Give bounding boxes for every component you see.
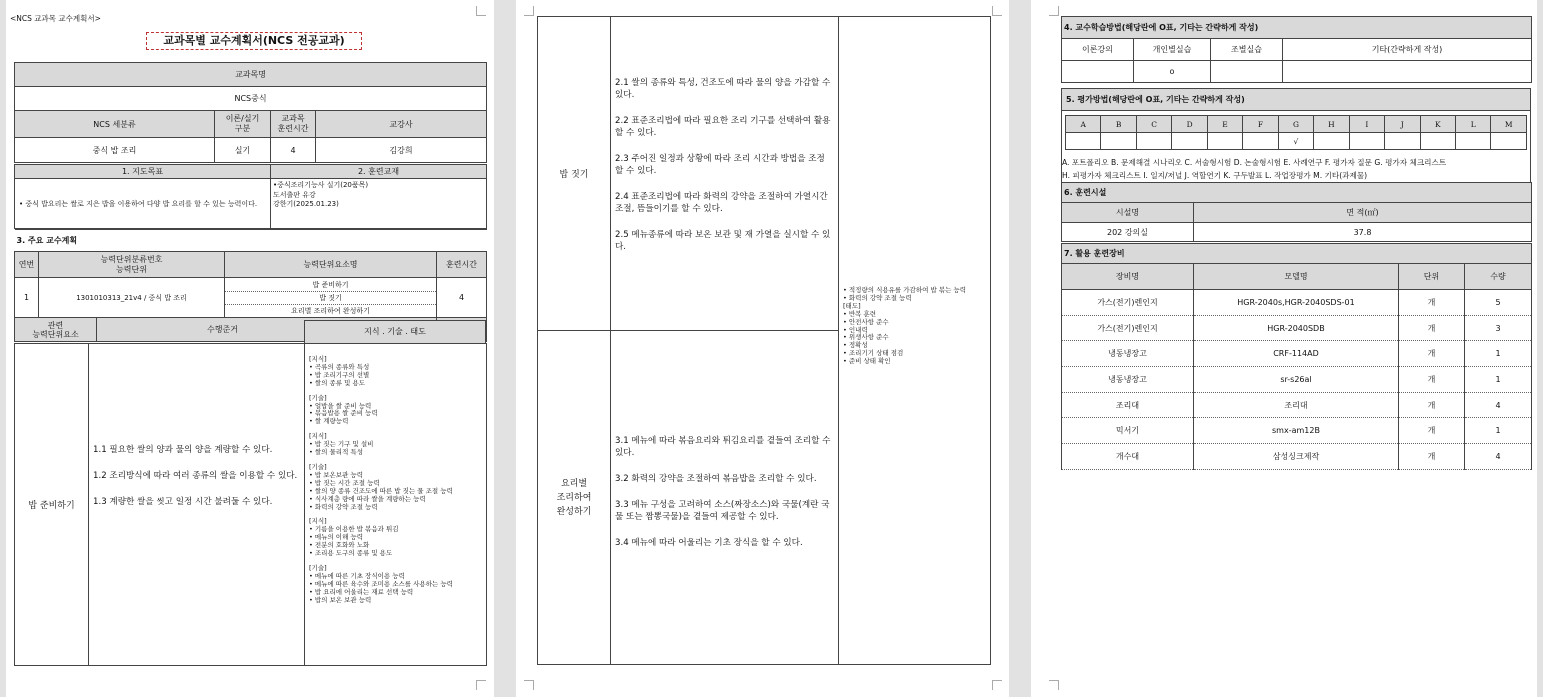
element-table-continued (537, 16, 991, 665)
equipment-cell: sr-s26al (1194, 367, 1399, 393)
document-page-2 (516, 0, 1009, 697)
plan-unit: 1301010313_21v4 / 중식 밥 조리 (39, 278, 225, 318)
evaluation-mark (1491, 133, 1527, 150)
plan-hours: 4 (437, 278, 487, 318)
equipment-cell: 냉동냉장고 (1062, 367, 1194, 393)
evaluation-letter: J (1385, 116, 1420, 133)
evaluation-letter: K (1420, 116, 1455, 133)
col-elements: 능력단위요소명 (225, 252, 437, 278)
criteria-item: 1.1 필요한 쌀의 양과 물의 양을 계량할 수 있다. (93, 445, 273, 455)
evaluation-letter: D (1172, 116, 1207, 133)
table-row (1062, 341, 1532, 367)
col-type: 이론/실기 구분 (215, 111, 271, 138)
criteria-item: 3.2 화력의 강약을 조절하여 볶음밥을 조리할 수 있다. (615, 474, 817, 484)
ksa-line: • 반복 훈련 (843, 309, 877, 318)
ksa-line: • 조리용 도구의 종류 및 용도 (309, 549, 393, 558)
col-instructor: 교강사 (316, 111, 487, 138)
ksa-line: • 적정량의 식용유를 가감하여 밥 볶는 능력 (843, 286, 966, 294)
ksa-line (309, 388, 483, 395)
evaluation-mark (1066, 133, 1101, 150)
element-name: 요리별 조리하여 완성하기 (538, 331, 611, 665)
equipment-cell: 가스(전기)렌인지 (1062, 290, 1194, 316)
instructor-value: 김강희 (316, 138, 487, 163)
equipment-cell: 1 (1465, 341, 1532, 367)
equipment-cell: 4 (1465, 444, 1532, 470)
equipment-cell: HGR-2040s,HGR-2040SDS-01 (1194, 290, 1399, 316)
plan-elements (225, 278, 437, 318)
evaluation-mark (1385, 133, 1420, 150)
criteria-list (89, 344, 305, 666)
ksa-line: • 메뉴에 따른 육수와 조미용 소스를 사용하는 능력 (309, 579, 453, 588)
ksa-line: • 정확성 (843, 341, 868, 350)
page-gutter (1009, 0, 1031, 697)
evaluation-legend (1062, 156, 1532, 182)
facility-header: 시설명 (1062, 203, 1194, 223)
evaluation-block (1061, 88, 1531, 184)
equipment-title: 7. 활용 훈련장비 (1062, 244, 1532, 264)
col-ksa: 지식 . 기술 . 태도 (304, 320, 486, 344)
ksa-line: • 밥의 보온 보관 능력 (309, 595, 372, 604)
equipment-cell: HGR-2040SDB (1194, 315, 1399, 341)
plan-element: 밥 짓기 (225, 292, 436, 305)
document-page-3 (1031, 0, 1537, 697)
subject-value: NCS중식 (15, 87, 487, 111)
evaluation-letter: E (1207, 116, 1242, 133)
equipment-cell: 가스(전기)렌인지 (1062, 315, 1194, 341)
goal-text: • 중식 밥요리는 쌀로 지은 밥을 이용하여 다양 밥 요리를 할 수 있는 능력이다. (15, 179, 271, 229)
textbook-lines (271, 179, 487, 229)
evaluation-mark (1349, 133, 1384, 150)
evaluation-letter: G (1278, 116, 1313, 133)
ksa-line: • 쌀의 물리적 특성 (309, 448, 363, 457)
criteria-item: 2.4 표준조리법에 따라 화력의 강약을 조절하여 가열시간 조절, 뜸들이기를 할 수 있다. (615, 192, 828, 214)
ksa-line: • 밥 보온보관 능력 (309, 470, 363, 479)
col-no: 연번 (15, 252, 39, 278)
criteria-item: 3.1 메뉴에 따라 볶음요리와 튀김요리를 곁들여 조리할 수 있다. (615, 436, 831, 458)
evaluation-letter: L (1455, 116, 1490, 133)
ksa-line: • 쌀의 종류 및 용도 (309, 378, 366, 387)
ksa-line: • 전분의 호화와 노화 (309, 541, 370, 550)
goal-table (14, 164, 487, 229)
page-gutter (1537, 0, 1543, 697)
evaluation-letter: C (1136, 116, 1171, 133)
equipment-cell: 4 (1465, 392, 1532, 418)
plan-no: 1 (15, 278, 39, 318)
ksa-line: • 화력의 강약 조절 능력 (843, 293, 912, 302)
header-note: <NCS 교과목 교수계획서> (10, 14, 101, 23)
ksa-line: [지식] (309, 355, 327, 363)
ksa-line: • 준비 상태 확인 (843, 357, 891, 366)
teaching-method-table (1061, 16, 1532, 83)
ksa-line (309, 457, 483, 464)
method-header: 이론강의 (1062, 39, 1134, 61)
evaluation-mark (1101, 133, 1136, 150)
ksa-line: • 쌀의 양 종류 건조도에 따른 밥 짓는 물 조절 능력 (309, 486, 453, 495)
criteria-item: 3.3 메뉴 구성을 고려하여 소스(짜장소스)와 국물(계란 국물 또는 짬뽕국물)을 곁들여 제공할 수 있다. (615, 500, 830, 522)
evaluation-letter: F (1243, 116, 1278, 133)
textbook-title: 2. 훈련교재 (271, 165, 487, 179)
ksa-line (309, 511, 483, 518)
criteria-list (611, 17, 839, 331)
ksa-line: • 인내력 (843, 325, 868, 334)
ksa-line: • 위생사항 준수 (843, 333, 889, 342)
ksa-line: • 기름을 이용한 밥 볶음과 튀김 (309, 525, 399, 534)
col-train-hours: 훈련시간 (437, 252, 487, 278)
textbook-line: 강한기(2025.01.23) (273, 200, 339, 208)
equipment-cell: 개 (1399, 418, 1465, 444)
element-name: 밥 준비하기 (15, 344, 89, 666)
hours-value: 4 (271, 138, 316, 163)
equipment-cell: 1 (1465, 367, 1532, 393)
evaluation-letter: H (1314, 116, 1349, 133)
ksa-line: • 볶음밥용 쌀 준비 능력 (309, 409, 378, 418)
equipment-cell: 삼성싱크제작 (1194, 444, 1399, 470)
facility-title: 6. 훈련시설 (1062, 183, 1532, 203)
method-value: o (1134, 61, 1211, 83)
evaluation-letter: B (1101, 116, 1136, 133)
ksa-list (839, 17, 991, 665)
col-classification: NCS 세분류 (15, 111, 215, 138)
evaluation-mark (1314, 133, 1349, 150)
table-row (1062, 418, 1532, 444)
plan-title: 3. 주요 교수계획 (15, 230, 487, 252)
ksa-line: • 얼밥을 쌀 준비 능력 (309, 401, 372, 410)
ksa-line: • 밥 조리기구의 선별 (309, 370, 370, 379)
equipment-cell: 개수대 (1062, 444, 1194, 470)
document-page-1 (6, 0, 494, 697)
ksa-line: • 밥 짓는 기구 및 설비 (309, 440, 374, 449)
col-hours: 교과목 훈련시간 (271, 111, 316, 138)
page-title: 교과목별 교수계획서(NCS 전공교과) (146, 32, 362, 50)
col-criteria: 수행준거 (97, 318, 437, 342)
criteria-item: 1.2 조리방식에 따라 여러 종류의 쌀을 이용할 수 있다. (93, 471, 298, 481)
equipment-cell: 조리대 (1062, 392, 1194, 418)
table-row (1062, 444, 1532, 470)
subject-table (14, 62, 487, 163)
textbook-line: 도서출판 유강 (273, 190, 316, 199)
ksa-line: [지식] (309, 432, 327, 441)
facility-header: 면 적(㎡) (1194, 203, 1532, 223)
equipment-cell: 개 (1399, 341, 1465, 367)
ksa-line: • 조리기기 상태 점검 (843, 349, 904, 358)
col-unit-code: 능력단위분류번호 능력단위 (39, 252, 225, 278)
evaluation-mark (1455, 133, 1490, 150)
equipment-header: 단위 (1399, 264, 1465, 290)
criteria-item: 1.3 계량한 쌀을 씻고 일정 시간 불려둘 수 있다. (93, 497, 273, 507)
ksa-line: • 밥 요리에 어울리는 재료 선택 능력 (309, 587, 414, 596)
method-value (1062, 61, 1134, 83)
ksa-line: • 곡류의 종류와 특성 (309, 362, 370, 371)
ksa-line: • 쌀 계량능력 (309, 417, 349, 426)
textbook-line: •중식조리기능사 실기(20품목) (273, 181, 369, 189)
criteria-item: 2.3 주어진 일정과 상황에 따라 조리 시간과 방법을 조정할 수 있다. (615, 154, 825, 176)
criteria-item: 2.1 쌀의 종류와 특성, 건조도에 따라 물의 양을 가감할 수 있다. (615, 78, 831, 100)
evaluation-mark (1172, 133, 1207, 150)
type-value: 실기 (215, 138, 271, 163)
ksa-line: • 식사계층 량에 따라 쌀을 계량하는 능력 (309, 494, 426, 503)
element-name: 밥 짓기 (538, 17, 611, 331)
goal-title: 1. 지도목표 (15, 165, 271, 179)
method-value (1211, 61, 1283, 83)
table-row (1062, 290, 1532, 316)
teaching-method-title: 4. 교수학습방법(해당란에 O표, 기타는 간략하게 작성) (1062, 17, 1532, 39)
ksa-line: [기술] (309, 393, 327, 402)
table-row (1062, 315, 1532, 341)
evaluation-letter: I (1349, 116, 1384, 133)
method-header: 조별실습 (1211, 39, 1283, 61)
ksa-list (305, 344, 487, 666)
equipment-cell: 개 (1399, 392, 1465, 418)
evaluation-title: 5. 평가방법(해당란에 O표, 기타는 간략하게 작성) (1062, 89, 1530, 111)
ksa-line: • 메뉴에 따른 기초 장식이용 능력 (309, 571, 405, 580)
equipment-cell: 개 (1399, 315, 1465, 341)
plan-element: 밥 준비하기 (225, 279, 436, 292)
evaluation-mark (1136, 133, 1171, 150)
equipment-cell: 개 (1399, 290, 1465, 316)
ksa-line: [기술] (309, 462, 327, 471)
legend-line: A. 포트폴리오 B. 문제해결 시나리오 C. 서술형시험 D. 논술형시험 E. 사례연구 F. 평가자 질문 G. 평가자 체크리스트 (1062, 158, 1447, 167)
evaluation-grid (1065, 115, 1527, 150)
facility-table (1061, 182, 1532, 242)
equipment-cell: 냉동냉장고 (1062, 341, 1194, 367)
criteria-item: 2.2 표준조리법에 따라 필요한 조리 기구를 선택하여 활용할 수 있다. (615, 116, 831, 138)
evaluation-letter: M (1491, 116, 1527, 133)
equipment-cell: 개 (1399, 444, 1465, 470)
equipment-cell: CRF-114AD (1194, 341, 1399, 367)
equipment-header: 수량 (1465, 264, 1532, 290)
ksa-line: • 화력의 강약 조절 능력 (309, 502, 378, 511)
facility-area: 37.8 (1194, 223, 1532, 242)
equipment-cell: 1 (1465, 418, 1532, 444)
criteria-item: 2.5 메뉴종류에 따라 보온 보관 및 재 가열을 실시할 수 있다. (615, 230, 831, 252)
equipment-header: 장비명 (1062, 264, 1194, 290)
equipment-table (1061, 243, 1532, 470)
equipment-header: 모델명 (1194, 264, 1399, 290)
plan-element: 요리별 조리하여 완성하기 (291, 306, 370, 315)
equipment-cell: smx-am12B (1194, 418, 1399, 444)
equipment-cell: 개 (1399, 367, 1465, 393)
col-related: 관련 능력단위요소 (15, 318, 97, 342)
criteria-list (611, 331, 839, 665)
criteria-item: 3.4 메뉴에 따라 어울리는 기초 장식을 할 수 있다. (615, 538, 803, 548)
element1-table (14, 343, 487, 666)
evaluation-letter: A (1066, 116, 1101, 133)
equipment-cell: 5 (1465, 290, 1532, 316)
method-header: 기타(간략하게 작성) (1283, 39, 1532, 61)
table-row (1062, 367, 1532, 393)
equipment-cell: 3 (1465, 315, 1532, 341)
evaluation-mark (1243, 133, 1278, 150)
ksa-line: • 메뉴의 이해 능력 (309, 533, 363, 542)
legend-line: H. 피평가자 체크리스트 I. 일지/저널 J. 역할연기 K. 구두발표 L. 작업장평가 M. 기타(과제물) (1062, 171, 1368, 180)
method-header: 개인별실습 (1134, 39, 1211, 61)
table-row (1062, 392, 1532, 418)
equipment-cell: 믹서기 (1062, 418, 1194, 444)
ksa-line: • 안전사항 준수 (843, 317, 889, 326)
classification-value: 중식 밥 조리 (15, 138, 215, 163)
evaluation-mark (1420, 133, 1455, 150)
subject-label: 교과목명 (15, 63, 487, 87)
evaluation-mark (1207, 133, 1242, 150)
ksa-line (309, 426, 483, 433)
equipment-cell: 조리대 (1194, 392, 1399, 418)
method-value (1283, 61, 1532, 83)
ksa-line (309, 558, 483, 565)
evaluation-mark: √ (1278, 133, 1313, 150)
facility-name: 202 강의실 (1062, 223, 1194, 242)
ksa-line: • 밥 짓는 시간 조절 능력 (309, 478, 380, 487)
ksa-line: [지식] (309, 517, 327, 526)
ksa-line: [기술] (309, 563, 327, 572)
ksa-line: [태도] (843, 301, 861, 310)
page-gutter (494, 0, 516, 697)
